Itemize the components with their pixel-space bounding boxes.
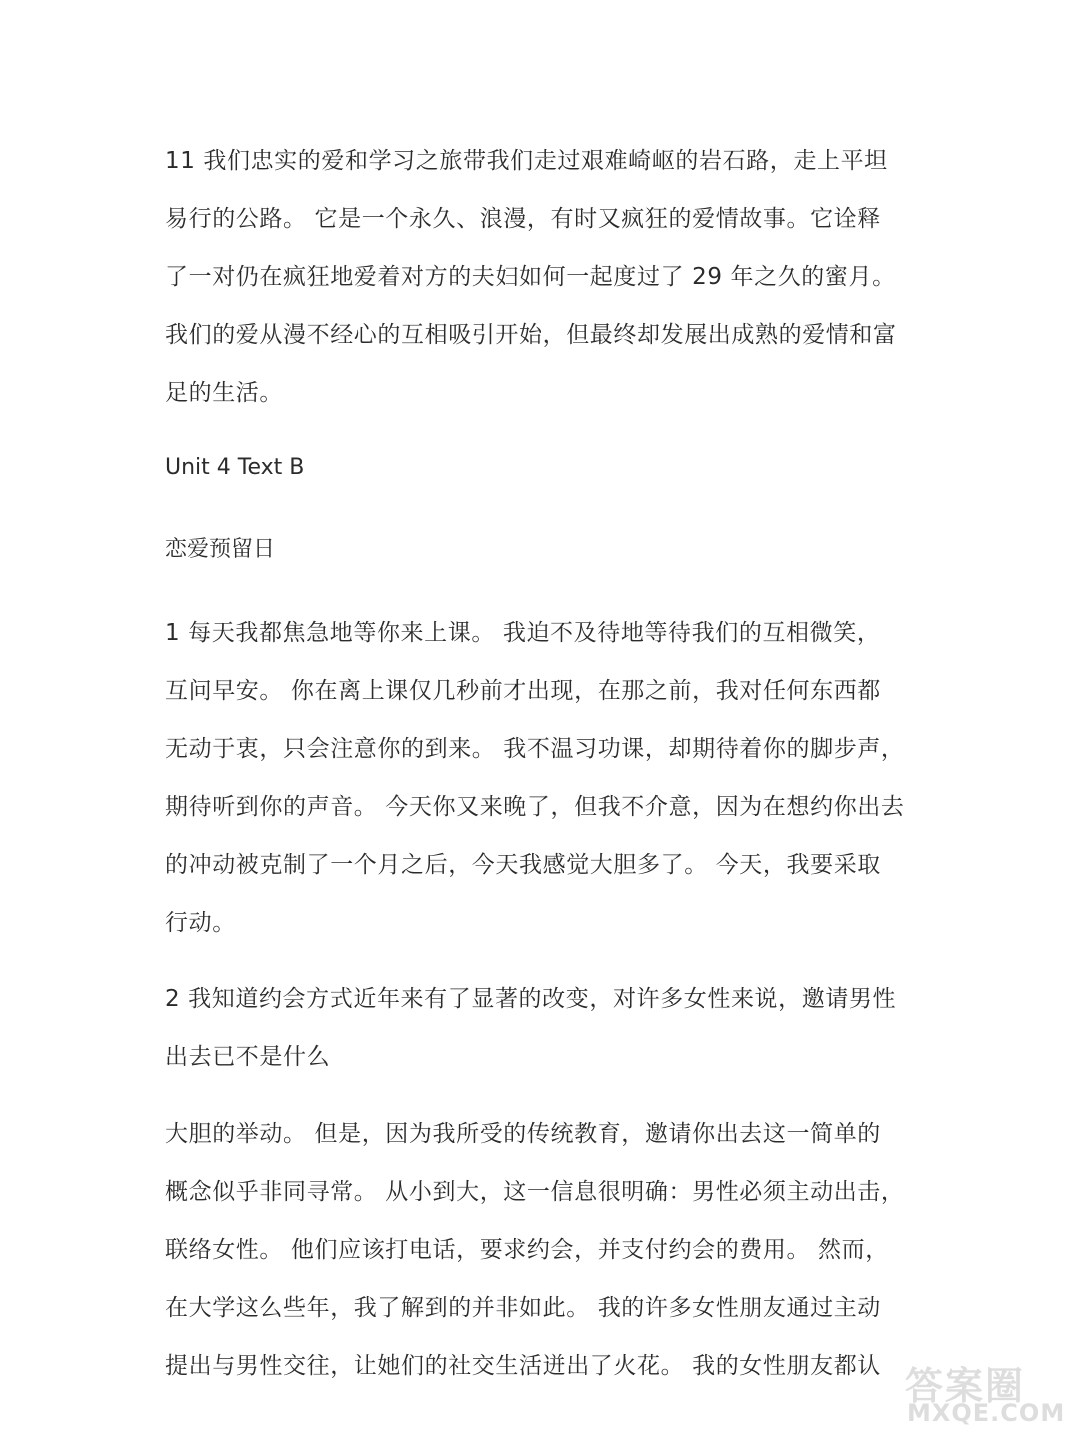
text-line: 2 我知道约会方式近年来有了显著的改变，对许多女性来说，邀请男性 (165, 986, 897, 1012)
text-line: 概念似乎非同寻常。 从小到大，这一信息很明确：男性必须主动出击， (165, 1179, 905, 1205)
text-line: 的冲动被克制了一个月之后，今天我感觉大胆多了。 今天，我要采取 (165, 852, 881, 878)
watermark-logo: 答案圈 (905, 1364, 1026, 1408)
paragraph-1 (165, 604, 917, 952)
paragraph-11 (165, 132, 917, 422)
text-line: 1 每天我都焦急地等你来上课。 我迫不及待地等待我们的互相微笑， (165, 620, 881, 646)
text-line: 大胆的举动。 但是，因为我所受的传统教育，邀请你出去这一简单的 (165, 1121, 881, 1147)
text-line: 易行的公路。 它是一个永久、浪漫，有时又疯狂的爱情故事。它诠释 (165, 206, 881, 232)
watermark-site: MXQE.COM (907, 1399, 1066, 1427)
text-line: 出去已不是什么 (165, 1044, 331, 1070)
text-line: 在大学这么些年，我了解到的并非如此。 我的许多女性朋友通过主动 (165, 1295, 881, 1321)
text-line: 我们的爱从漫不经心的互相吸引开始，但最终却发展出成熟的爱情和富 (165, 322, 897, 348)
unit-heading: Unit 4 Text B (165, 455, 305, 480)
text-line: 行动。 (165, 910, 236, 936)
text-line: 无动于衷，只会注意你的到来。 我不温习功课，却期待着你的脚步声， (165, 736, 905, 762)
text-line: 联络女性。 他们应该打电话，要求约会，并支付约会的费用。 然而， (165, 1237, 889, 1263)
text-line: 提出与男性交往，让她们的社交生活迸出了火花。 我的女性朋友都认 (165, 1353, 881, 1379)
text-line: 11 我们忠实的爱和学习之旅带我们走过艰难崎岖的岩石路，走上平坦 (165, 148, 888, 174)
text-line: 互问早安。 你在离上课仅几秒前才出现，在那之前，我对任何东西都 (165, 678, 881, 704)
article-title: 恋爱预留日 (165, 537, 276, 562)
text-line: 期待听到你的声音。 今天你又来晚了，但我不介意，因为在想约你出去 (165, 794, 905, 820)
paragraph-2-part-1 (165, 970, 917, 1086)
text-line: 足的生活。 (165, 380, 283, 406)
site-watermark (905, 1355, 1075, 1430)
paragraph-2-part-2 (165, 1105, 917, 1395)
text-line: 了一对仍在疯狂地爱着对方的夫妇如何一起度过了 29 年之久的蜜月。 (165, 264, 896, 290)
